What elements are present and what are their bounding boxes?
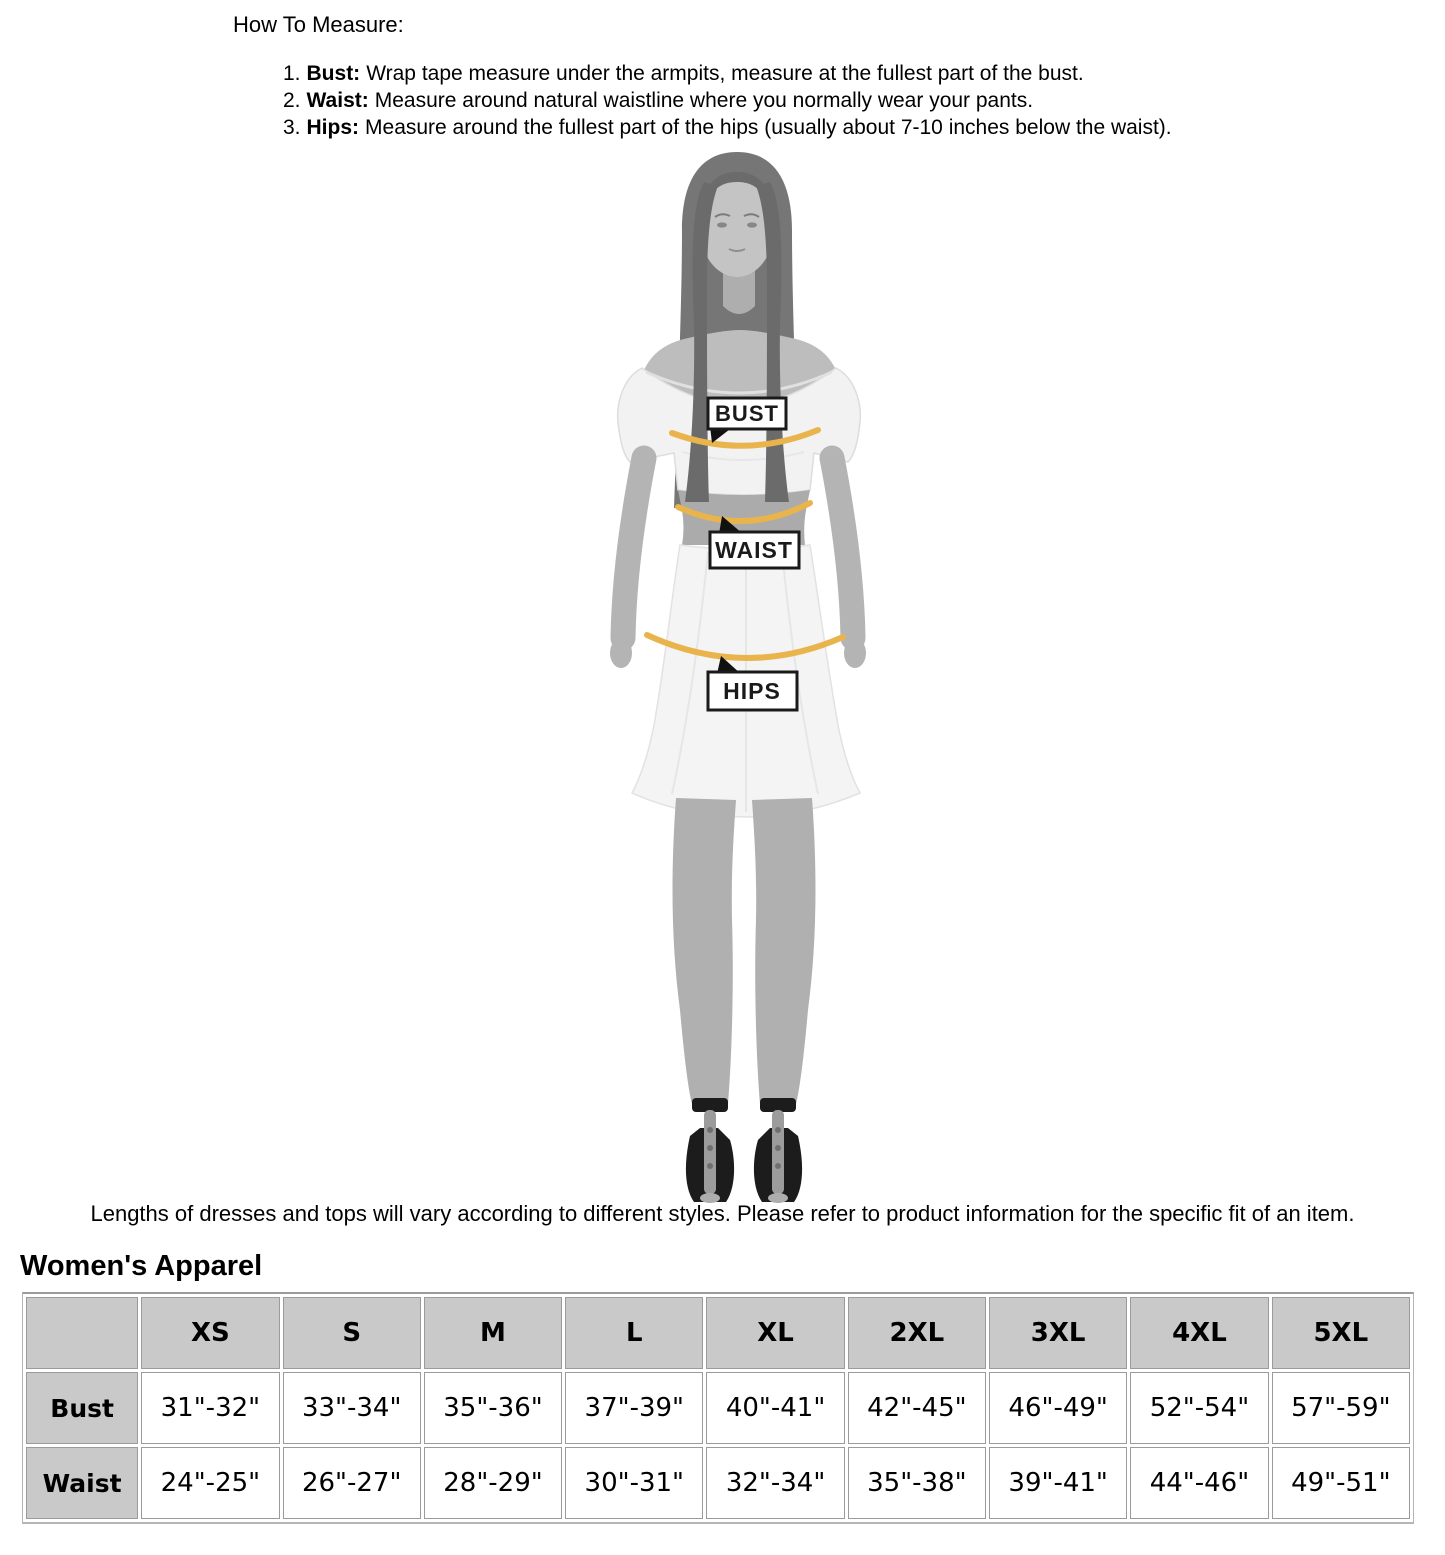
corner-cell <box>26 1297 138 1369</box>
size-chart-cell: 49"-51" <box>1272 1447 1410 1519</box>
step-text: Measure around natural waistline where you normally wear your pants. <box>374 89 1034 112</box>
size-chart-cell: 24"-25" <box>141 1447 279 1519</box>
left-leg <box>673 798 736 1104</box>
size-column-header: L <box>565 1297 703 1369</box>
left-arm <box>623 458 644 638</box>
measure-step-hips <box>283 114 1172 141</box>
right-hand <box>844 638 866 668</box>
svg-text:BUST: BUST <box>715 401 779 426</box>
size-column-header: XL <box>706 1297 844 1369</box>
size-chart-cell: 37"-39" <box>565 1372 703 1444</box>
size-chart-cell: 35"-36" <box>424 1372 562 1444</box>
svg-text:HIPS: HIPS <box>723 678 781 704</box>
size-chart-cell: 32"-34" <box>706 1447 844 1519</box>
size-column-header: S <box>283 1297 421 1369</box>
step-number: 2. <box>283 89 301 112</box>
step-number: 1. <box>283 62 301 85</box>
measurement-row-label: Bust <box>26 1372 138 1444</box>
bust-row <box>26 1372 1410 1444</box>
measurement-row-label: Waist <box>26 1447 138 1519</box>
size-column-header: 2XL <box>848 1297 986 1369</box>
size-column-header: 4XL <box>1130 1297 1268 1369</box>
svg-text:WAIST: WAIST <box>715 537 793 563</box>
right-leg <box>752 798 815 1104</box>
fit-note: Lengths of dresses and tops will vary according to different styles. Please refer to product information for the specific fit of an item. <box>90 1201 1355 1226</box>
step-term: Waist: <box>306 89 369 112</box>
size-chart-table <box>22 1292 1414 1524</box>
step-term: Hips: <box>306 116 360 139</box>
size-chart-cell: 30"-31" <box>565 1447 703 1519</box>
size-chart-cell: 42"-45" <box>848 1372 986 1444</box>
size-chart-cell: 26"-27" <box>283 1447 421 1519</box>
measure-step-bust <box>283 60 1172 87</box>
size-column-header: 5XL <box>1272 1297 1410 1369</box>
right-heel-shoe <box>754 1098 802 1203</box>
size-chart-cell: 31"-32" <box>141 1372 279 1444</box>
size-column-header: 3XL <box>989 1297 1127 1369</box>
step-text: Wrap tape measure under the armpits, measure at the fullest part of the bust. <box>366 62 1084 85</box>
how-to-measure-title: How To Measure: <box>233 12 404 37</box>
measure-steps-list <box>283 60 1172 141</box>
left-heel-shoe <box>686 1098 734 1203</box>
step-number: 3. <box>283 116 301 139</box>
step-text: Measure around the fullest part of the hips (usually about 7-10 inches below the waist). <box>365 116 1172 139</box>
size-column-header: M <box>424 1297 562 1369</box>
size-chart-cell: 46"-49" <box>989 1372 1127 1444</box>
size-chart-cell: 39"-41" <box>989 1447 1127 1519</box>
left-hand <box>610 638 632 668</box>
size-chart-cell: 33"-34" <box>283 1372 421 1444</box>
right-arm <box>832 458 853 638</box>
size-chart-cell: 57"-59" <box>1272 1372 1410 1444</box>
waist-row <box>26 1447 1410 1519</box>
size-chart-cell: 44"-46" <box>1130 1447 1268 1519</box>
size-column-header: XS <box>141 1297 279 1369</box>
size-chart-cell: 35"-38" <box>848 1447 986 1519</box>
step-term: Bust: <box>306 62 361 85</box>
size-chart-title: Women's Apparel <box>20 1250 263 1282</box>
model-figure-illustration <box>570 150 910 1210</box>
how-to-measure-section <box>233 12 1172 141</box>
size-chart-header-row <box>26 1297 1410 1369</box>
size-chart-cell: 52"-54" <box>1130 1372 1268 1444</box>
model-figure-svg <box>570 150 910 1210</box>
measure-step-waist <box>283 87 1172 114</box>
size-chart-cell: 28"-29" <box>424 1447 562 1519</box>
size-chart-cell: 40"-41" <box>706 1372 844 1444</box>
